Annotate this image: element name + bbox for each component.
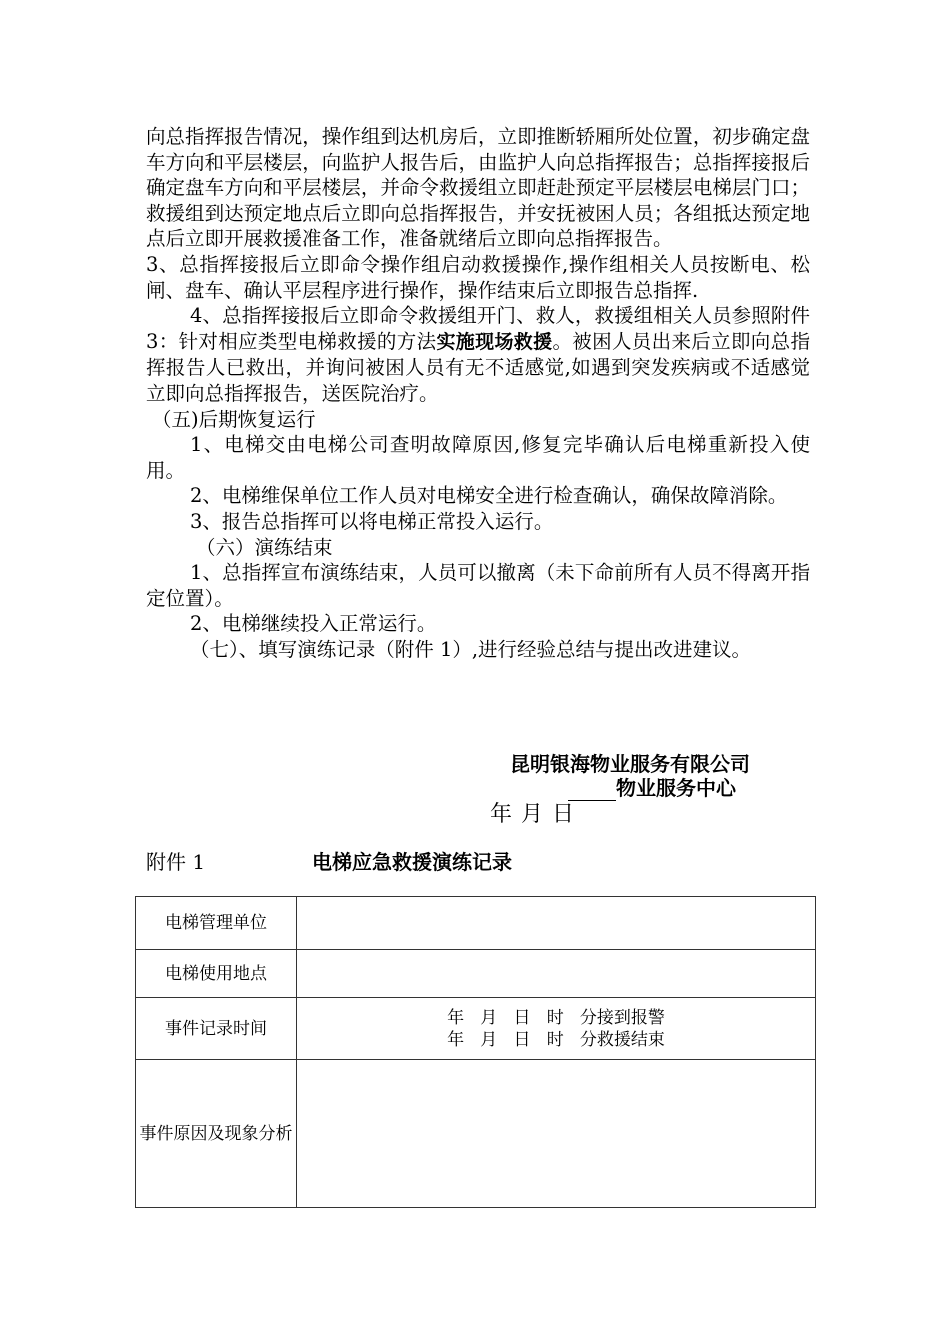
section-5-item-3: 3、报告总指挥可以将电梯正常投入运行。 (190, 509, 554, 533)
step-4-text-start: 4、总指挥接报后立即命令救援组开门、救人，救援组相关人员参照附件 3：针对相应类型电梯救援的方法 (146, 304, 817, 353)
location-value (297, 950, 816, 998)
section-5-heading: （五)后期恢复运行 (152, 407, 316, 431)
step-4-text-end: 。被困人员出来后立即向总指挥报告人已救出，并询问被困人员有无不适感觉,如遇到突发疾病或不适感觉立即向总指挥报告，送医院治疗。 (146, 329, 810, 405)
attachment-title: 电梯应急救援演练记录 (312, 850, 512, 874)
location-label: 电梯使用地点 (136, 950, 297, 998)
signature-center-label: 物业服务中心 (616, 776, 736, 800)
paragraph-step-3: 3、总指挥接报后立即命令操作组启动救援操作,操作组相关人员按断电、松闸、盘车、确认平层程序进行操作，操作结束后立即报告总指挥. (146, 252, 810, 302)
unit-label: 电梯管理单位 (136, 897, 297, 950)
center-name-blank (568, 780, 616, 801)
unit-value (297, 897, 816, 950)
signature-center (568, 772, 736, 801)
table-row-cause (136, 1060, 816, 1208)
signature-date: 年 月 日 (490, 802, 575, 827)
table-row-location (136, 950, 816, 998)
section-6-item-1: 1、总指挥宣布演练结束，人员可以撤离（未下命前所有人员不得离开指定位置）。 (146, 561, 810, 610)
table-row-time (136, 998, 816, 1060)
table-row-unit (136, 897, 816, 950)
section-5-item-1: 1、电梯交由电梯公司查明故障原因,修复完毕确认后电梯重新投入使用。 (146, 433, 810, 482)
time-alarm-received: 年 月 日 时 分接到报警 (447, 1007, 665, 1028)
section-7-text: （七）、填写演练记录（附件 1）,进行经验总结与提出改进建议。 (190, 637, 752, 661)
signature-company: 昆明银海物业服务有限公司 (510, 752, 750, 776)
section-5-item-2: 2、电梯维保单位工作人员对电梯安全进行检查确认，确保故障消除。 (190, 484, 788, 508)
step-4-bold-text: 实施现场救援 (436, 330, 553, 353)
section-6-item-2: 2、电梯继续投入正常运行。 (190, 612, 437, 636)
time-value (297, 998, 816, 1060)
time-rescue-ended: 年 月 日 时 分救援结束 (447, 1029, 665, 1050)
body-text (146, 124, 817, 662)
cause-label: 事件原因及现象分析 (136, 1060, 297, 1208)
attachment-label: 附件 1 (146, 850, 206, 874)
time-label: 事件记录时间 (136, 998, 297, 1060)
cause-value (297, 1060, 816, 1208)
paragraph-step-4 (146, 303, 817, 406)
drill-record-table (135, 896, 816, 1208)
paragraph-report: 向总指挥报告情况，操作组到达机房后，立即推断轿厢所处位置，初步确定盘车方向和平层楼层，向监护人报告后，由监护人向总指挥报告；总指挥接报后确定盘车方向和平层楼层，并命令救援组立即赶赴预定平层楼层电梯层门口；救援组到达预定地点后立即向总指挥报告，并安抚被困人员；各组抵达预定地点后立即开展救援准备工作，准备就绪后立即向总指挥报告。 (146, 125, 810, 251)
section-6-heading: （六）演练结束 (196, 535, 333, 559)
